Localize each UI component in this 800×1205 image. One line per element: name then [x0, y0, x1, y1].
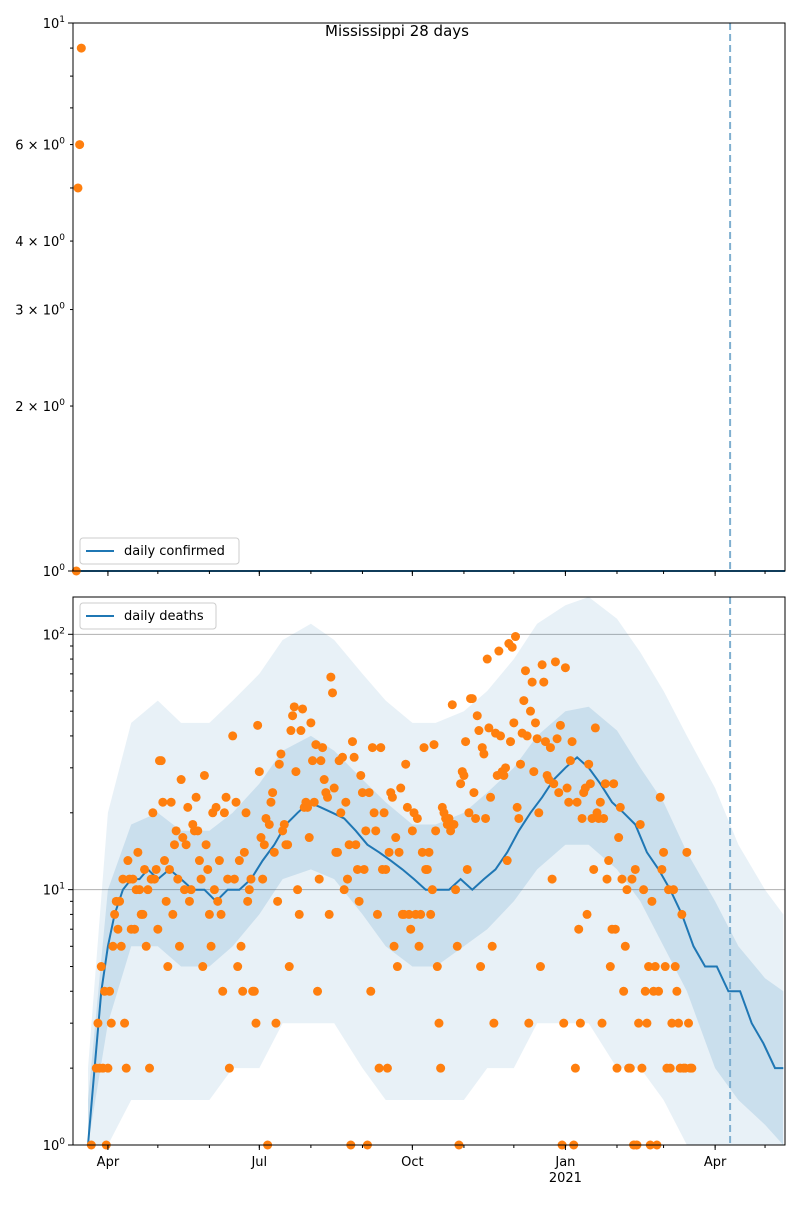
deaths-point [388, 793, 397, 802]
deaths-point [275, 760, 284, 769]
deaths-point [479, 749, 488, 758]
deaths-point [553, 734, 562, 743]
deaths-point [157, 756, 166, 765]
deaths-point [619, 987, 628, 996]
deaths-point [606, 962, 615, 971]
deaths-point [242, 808, 251, 817]
legend-label-confirmed: daily confirmed [124, 544, 225, 559]
deaths-point [200, 771, 209, 780]
deaths-point [123, 856, 132, 865]
deaths-point [483, 655, 492, 664]
deaths-point [290, 702, 299, 711]
deaths-point [616, 803, 625, 812]
deaths-point [425, 848, 434, 857]
y-tick-label: $10^0$ [42, 563, 65, 580]
deaths-point [135, 885, 144, 894]
deaths-point [506, 737, 515, 746]
deaths-point [391, 833, 400, 842]
deaths-point [142, 942, 151, 951]
deaths-point [423, 865, 432, 874]
deaths-point [561, 663, 570, 672]
deaths-point [276, 749, 285, 758]
deaths-point [323, 793, 332, 802]
y-tick-label: $3 \times 10^0$ [15, 301, 65, 319]
deaths-point [429, 740, 438, 749]
deaths-point [172, 826, 181, 835]
deaths-point [589, 865, 598, 874]
deaths-point [548, 875, 557, 884]
deaths-point [426, 910, 435, 919]
deaths-point [338, 753, 347, 762]
deaths-point [316, 756, 325, 765]
deaths-point [599, 814, 608, 823]
deaths-point [511, 632, 520, 641]
deaths-point [528, 678, 537, 687]
deaths-point [258, 875, 267, 884]
deaths-point [341, 798, 350, 807]
deaths-point [390, 942, 399, 951]
deaths-point [656, 793, 665, 802]
deaths-point [513, 803, 522, 812]
deaths-point [230, 875, 239, 884]
deaths-point [143, 885, 152, 894]
deaths-legend [80, 603, 216, 629]
deaths-point [103, 1064, 112, 1073]
deaths-point [336, 808, 345, 817]
deaths-point [666, 1064, 675, 1073]
deaths-point [674, 1019, 683, 1028]
deaths-point [546, 743, 555, 752]
deaths-point [213, 897, 222, 906]
deaths-point [360, 865, 369, 874]
deaths-point [654, 987, 663, 996]
deaths-point [451, 885, 460, 894]
deaths-point [240, 848, 249, 857]
deaths-point [434, 1019, 443, 1028]
deaths-point [682, 848, 691, 857]
deaths-point [120, 1019, 129, 1028]
deaths-point [255, 767, 264, 776]
deaths-point [298, 704, 307, 713]
deaths-point [591, 723, 600, 732]
deaths-point [370, 808, 379, 817]
deaths-point [215, 856, 224, 865]
deaths-point [203, 865, 212, 874]
deaths-point [496, 731, 505, 740]
deaths-point [375, 1064, 384, 1073]
deaths-point [416, 910, 425, 919]
deaths-point [596, 798, 605, 807]
deaths-point [198, 962, 207, 971]
deaths-point [486, 793, 495, 802]
deaths-point [318, 743, 327, 752]
x-tick-label: Apr [703, 1155, 727, 1170]
deaths-point [251, 1019, 260, 1028]
deaths-point [115, 897, 124, 906]
deaths-point [145, 1064, 154, 1073]
y-tick-label: $10^0$ [42, 1137, 65, 1154]
deaths-point [280, 820, 289, 829]
deaths-point [376, 743, 385, 752]
deaths-point [508, 643, 517, 652]
deaths-point [291, 767, 300, 776]
deaths-point [578, 814, 587, 823]
deaths-point [524, 1019, 533, 1028]
deaths-point [320, 775, 329, 784]
deaths-point [107, 1019, 116, 1028]
deaths-point [268, 788, 277, 797]
deaths-point [265, 820, 274, 829]
deaths-point [260, 840, 269, 849]
deaths-point [313, 987, 322, 996]
confirmed-point [75, 140, 84, 149]
deaths-point [108, 942, 117, 951]
deaths-point [170, 840, 179, 849]
deaths-point [122, 1064, 131, 1073]
deaths-point [185, 897, 194, 906]
deaths-point [413, 814, 422, 823]
deaths-point [296, 726, 305, 735]
deaths-point [237, 942, 246, 951]
deaths-point [433, 962, 442, 971]
deaths-point [519, 696, 528, 705]
deaths-point [551, 657, 560, 666]
deaths-point [192, 793, 201, 802]
deaths-point [243, 897, 252, 906]
deaths-point [182, 840, 191, 849]
deaths-point [651, 962, 660, 971]
deaths-point [366, 987, 375, 996]
deaths-point [554, 788, 563, 797]
deaths-point [523, 731, 532, 740]
deaths-point [469, 788, 478, 797]
deaths-point [499, 771, 508, 780]
deaths-point [238, 987, 247, 996]
deaths-point [207, 942, 216, 951]
deaths-point [436, 1064, 445, 1073]
deaths-point [110, 910, 119, 919]
deaths-point [431, 826, 440, 835]
deaths-point [325, 910, 334, 919]
deaths-point [453, 942, 462, 951]
deaths-point [521, 666, 530, 675]
deaths-point [471, 814, 480, 823]
deaths-point [556, 721, 565, 730]
deaths-point [351, 840, 360, 849]
deaths-point [636, 820, 645, 829]
deaths-point [576, 1019, 585, 1028]
deaths-point [408, 826, 417, 835]
deaths-point [634, 1019, 643, 1028]
deaths-point [531, 718, 540, 727]
deaths-point [571, 1064, 580, 1073]
deaths-point [669, 885, 678, 894]
deaths-point [539, 678, 548, 687]
deaths-point [459, 771, 468, 780]
deaths-point [420, 743, 429, 752]
y-tick-label: $10^1$ [42, 881, 65, 899]
y-tick-label: $10^2$ [42, 626, 65, 644]
chart-title: Mississippi 28 days [325, 22, 469, 40]
deaths-point [631, 865, 640, 874]
deaths-point [568, 737, 577, 746]
deaths-point [461, 737, 470, 746]
deaths-point [516, 760, 525, 769]
deaths-point [343, 875, 352, 884]
deaths-point [306, 718, 315, 727]
deaths-point [401, 760, 410, 769]
deaths-point [202, 840, 211, 849]
deaths-point [415, 942, 424, 951]
deaths-point [396, 784, 405, 793]
deaths-point [573, 798, 582, 807]
deaths-point [315, 875, 324, 884]
deaths-point [305, 833, 314, 842]
deaths-point [158, 798, 167, 807]
deaths-point [128, 875, 137, 884]
deaths-point [177, 775, 186, 784]
deaths-point [217, 910, 226, 919]
deaths-point [536, 962, 545, 971]
deaths-point [288, 711, 297, 720]
deaths-point [293, 885, 302, 894]
y-tick-label: $6 \times 10^0$ [15, 136, 65, 154]
deaths-point [639, 885, 648, 894]
deaths-point [385, 848, 394, 857]
deaths-point [218, 987, 227, 996]
deaths-point [270, 848, 279, 857]
deaths-point [601, 779, 610, 788]
deaths-point [247, 875, 256, 884]
deaths-point [529, 767, 538, 776]
deaths-point [105, 987, 114, 996]
deaths-point [355, 897, 364, 906]
deaths-point [574, 925, 583, 934]
deaths-point [622, 885, 631, 894]
x-tick-label: Jan [555, 1155, 576, 1170]
deaths-point [526, 707, 535, 716]
deaths-point [659, 848, 668, 857]
deaths-point [225, 1064, 234, 1073]
deaths-point [368, 743, 377, 752]
deaths-point [684, 1019, 693, 1028]
deaths-point [193, 826, 202, 835]
deaths-point [395, 848, 404, 857]
deaths-point [463, 865, 472, 874]
deaths-point [167, 798, 176, 807]
deaths-point [672, 987, 681, 996]
deaths-point [271, 1019, 280, 1028]
deaths-point [197, 875, 206, 884]
deaths-point [283, 840, 292, 849]
x-tick-label: Apr [96, 1155, 120, 1170]
deaths-point [361, 826, 370, 835]
deaths-point [603, 875, 612, 884]
deaths-point [232, 798, 241, 807]
deaths-point [476, 962, 485, 971]
deaths-point [250, 987, 259, 996]
confirmed-point [77, 44, 86, 53]
deaths-point [175, 942, 184, 951]
y-tick-label: $2 \times 10^0$ [15, 398, 65, 416]
deaths-point [671, 962, 680, 971]
deaths-point [310, 798, 319, 807]
deaths-point [163, 962, 172, 971]
deaths-point [97, 962, 106, 971]
deaths-point [627, 875, 636, 884]
deaths-point [481, 814, 490, 823]
deaths-point [285, 962, 294, 971]
x-tick-label: Jul [251, 1155, 268, 1170]
deaths-point [222, 793, 231, 802]
deaths-point [113, 925, 122, 934]
deaths-point [152, 865, 161, 874]
deaths-point [273, 897, 282, 906]
deaths-point [612, 1064, 621, 1073]
deaths-point [563, 784, 572, 793]
deaths-point [187, 885, 196, 894]
deaths-point [637, 1064, 646, 1073]
deaths-point [609, 779, 618, 788]
deaths-point [140, 865, 149, 874]
deaths-point [494, 647, 503, 656]
deaths-point [365, 788, 374, 797]
deaths-point [559, 1019, 568, 1028]
deaths-point [138, 910, 147, 919]
x-tick-year-label: 2021 [548, 1171, 582, 1186]
deaths-point [604, 856, 613, 865]
deaths-point [586, 779, 595, 788]
deaths-point [617, 875, 626, 884]
deaths-point [253, 721, 262, 730]
deaths-point [621, 942, 630, 951]
deaths-point [195, 856, 204, 865]
deaths-point [614, 833, 623, 842]
deaths-point [266, 798, 275, 807]
deaths-point [393, 962, 402, 971]
y-tick-label: $4 \times 10^0$ [15, 233, 65, 251]
deaths-point [348, 737, 357, 746]
deaths-point [428, 885, 437, 894]
deaths-point [210, 885, 219, 894]
deaths-point [340, 885, 349, 894]
deaths-point [677, 910, 686, 919]
deaths-point [165, 865, 174, 874]
deaths-point [371, 826, 380, 835]
y-tick-label: $10^1$ [42, 15, 65, 32]
deaths-point [489, 1019, 498, 1028]
deaths-point [661, 962, 670, 971]
deaths-point [534, 808, 543, 817]
deaths-point [295, 910, 304, 919]
deaths-point [173, 875, 182, 884]
deaths-point [168, 910, 177, 919]
deaths-point [383, 1064, 392, 1073]
deaths-point [148, 808, 157, 817]
deaths-point [380, 808, 389, 817]
deaths-point [468, 694, 477, 703]
deaths-point [326, 673, 335, 682]
deaths-point [549, 779, 558, 788]
deaths-point [117, 942, 126, 951]
deaths-point [647, 897, 656, 906]
deaths-point [333, 848, 342, 857]
deaths-point [503, 856, 512, 865]
deaths-point [642, 1019, 651, 1028]
deaths-point [212, 803, 221, 812]
deaths-point [583, 910, 592, 919]
deaths-point [514, 814, 523, 823]
deaths-point [564, 798, 573, 807]
deaths-point [626, 1064, 635, 1073]
deaths-point [488, 942, 497, 951]
deaths-point [509, 718, 518, 727]
deaths-point [473, 711, 482, 720]
deaths-point [330, 784, 339, 793]
confirmed-legend [80, 538, 239, 564]
deaths-point [474, 726, 483, 735]
deaths-point [133, 848, 142, 857]
confirmed-point [73, 183, 82, 192]
deaths-point [150, 875, 159, 884]
deaths-point [356, 771, 365, 780]
deaths-point [448, 700, 457, 709]
x-tick-label: Oct [401, 1155, 424, 1170]
deaths-point [245, 885, 254, 894]
deaths-point [566, 756, 575, 765]
deaths-point [449, 820, 458, 829]
deaths-point [373, 910, 382, 919]
deaths-point [93, 1019, 102, 1028]
deaths-point [183, 803, 192, 812]
deaths-point [538, 660, 547, 669]
deaths-point [657, 865, 666, 874]
deaths-point [130, 925, 139, 934]
deaths-point [350, 753, 359, 762]
deaths-point [641, 987, 650, 996]
deaths-point [308, 756, 317, 765]
deaths-point [501, 763, 510, 772]
legend-label-deaths: daily deaths [124, 609, 204, 624]
deaths-point [598, 1019, 607, 1028]
deaths-point [162, 897, 171, 906]
deaths-point [381, 865, 390, 874]
deaths-point [456, 779, 465, 788]
deaths-point [233, 962, 242, 971]
deaths-point [328, 688, 337, 697]
deaths-point [220, 808, 229, 817]
deaths-point [160, 856, 169, 865]
deaths-point [687, 1064, 696, 1073]
deaths-point [228, 731, 237, 740]
deaths-point [153, 925, 162, 934]
deaths-point [611, 925, 620, 934]
deaths-point [406, 925, 415, 934]
deaths-point [584, 760, 593, 769]
deaths-point [235, 856, 244, 865]
deaths-point [533, 734, 542, 743]
deaths-point [205, 910, 214, 919]
deaths-point [286, 726, 295, 735]
